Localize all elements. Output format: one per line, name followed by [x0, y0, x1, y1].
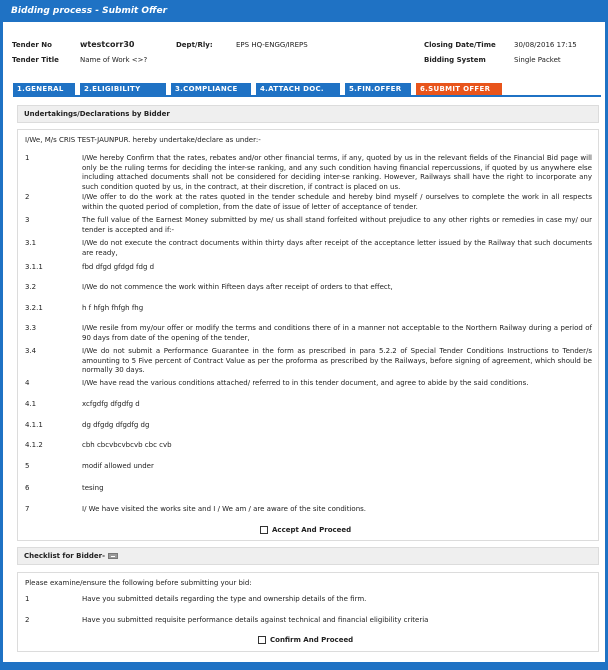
item-number: 4.1 — [25, 400, 37, 408]
bidding-system-label: Bidding System — [424, 56, 486, 64]
item-number: 1 — [25, 595, 30, 603]
dept-label: Dept/Rly: — [176, 41, 213, 49]
tab-underline — [13, 95, 601, 97]
tender-title-value: Name of Work <>? — [80, 56, 148, 64]
item-text: modif allowed under — [82, 462, 154, 470]
bidding-system-value: Single Packet — [514, 56, 561, 64]
accept-checkbox[interactable] — [260, 526, 268, 534]
checklist-header — [17, 547, 599, 565]
item-number: 7 — [25, 505, 30, 513]
item-text: xcfgdfg dfgdfg d — [82, 400, 140, 408]
bottom-bar — [3, 662, 605, 670]
item-number: 4.1.1 — [25, 421, 43, 429]
checklist-header-title: Checklist for Bidder- — [24, 552, 106, 560]
item-number: 3.2.1 — [25, 304, 43, 312]
tab-compliance[interactable]: 3.COMPLIANCE — [171, 83, 251, 95]
item-text: I/ We have visited the works site and I / We am / are aware of the site conditions. — [82, 505, 367, 513]
undertakings-header — [17, 105, 599, 123]
confirm-label[interactable]: Confirm And Proceed — [270, 636, 354, 644]
confirm-checkbox[interactable] — [258, 636, 266, 644]
undertakings-intro: I/We, M/s CRIS TEST-JAUNPUR. hereby undertake/declare as under:- — [25, 136, 261, 144]
item-number: 1 — [25, 154, 30, 162]
item-number: 4 — [25, 379, 30, 387]
tender-title-label: Tender Title — [12, 56, 59, 64]
item-number: 3.1 — [25, 239, 37, 247]
item-text: I/We have read the various conditions attached/ referred to in this tender document, and agree to abide by the said conditions. — [82, 379, 529, 387]
item-text: The full value of the Earnest Money submitted by me/ us shall stand forfeited without prejudice to any other rights or remedies in case my/ our tender is accepted and if:- — [82, 216, 592, 234]
item-text: I/We do not submit a Performance Guarantee in the form as prescribed in para 5.2.2 of Special Tender Conditions Instructions to Tender/s amounting to 5 Five percent of Contract Value as per the proforma as prescribed by the Railways, before signing of agreement, which should be normally 30 days. — [82, 347, 592, 374]
item-number: 2 — [25, 193, 30, 201]
accept-label[interactable]: Accept And Proceed — [272, 526, 352, 534]
item-text: I/We do not commence the work within Fifteen days after receipt of orders to that effect, — [82, 283, 393, 291]
item-number: 3.4 — [25, 347, 37, 355]
closing-label: Closing Date/Time — [424, 41, 496, 49]
tab-submit-offer[interactable]: 6.SUBMIT OFFER — [416, 83, 502, 95]
item-number: 6 — [25, 484, 30, 492]
item-number: 4.1.2 — [25, 441, 43, 449]
item-text: Have you submitted requisite performance details against technical and financial eligibility criteria — [82, 616, 429, 624]
item-text: Have you submitted details regarding the type and ownership details of the firm. — [82, 595, 367, 603]
collapse-icon[interactable] — [108, 553, 118, 559]
item-text: I/We offer to do the work at the rates quoted in the tender schedule and hereby bind myself / ourselves to complete the work in all respects within the quoted period of completion, from the date of issue of letter of acceptance of tender. — [82, 193, 592, 211]
tab-eligibility[interactable]: 2.ELIGIBILITY — [80, 83, 166, 95]
confirm-and-proceed[interactable] — [258, 636, 353, 644]
window-title: Bidding process - Submit Offer — [3, 0, 605, 22]
item-number: 3.2 — [25, 283, 37, 291]
checklist-panel — [17, 572, 599, 652]
dept-value: EPS HQ-ENGG/IREPS — [236, 41, 308, 49]
tender-no-value: wtestcorr30 — [80, 40, 135, 49]
item-text: I/We resile from my/our offer or modify the terms and conditions there of in a manner not acceptable to the Northern Railway during a period of 90 days from date of the opening of the tender, — [82, 324, 592, 342]
checklist-intro: Please examine/ensure the following before submitting your bid: — [25, 579, 252, 587]
accept-and-proceed[interactable] — [260, 526, 351, 534]
item-text: dg dfgdg dfgdfg dg — [82, 421, 150, 429]
item-text: I/We do not execute the contract documents within thirty days after receipt of the acceptance letter issued by the Railway that such documents are ready, — [82, 239, 592, 257]
item-text: cbh cbcvbcvbcvb cbc cvb — [82, 441, 172, 449]
item-text: I/We hereby Confirm that the rates, rebates and/or other financial terms, if any, quoted by us in the relevant fields of the Financial Bid page will only be the ruling terms for deciding the inter-se ranking, and any such condition having financial repercussions, if quoted by us anywhere else including attached documents shall not be considered for deciding inter-se ranking. However, Railways shall have the right to incorporate any such condition quoted by us, in the contract, at their discretion, if contract is placed on us. — [82, 154, 592, 191]
tab-attach-doc[interactable]: 4.ATTACH DOC. — [256, 83, 340, 95]
item-number: 3.3 — [25, 324, 37, 332]
closing-value: 30/08/2016 17:15 — [514, 41, 577, 49]
tender-no-label: Tender No — [12, 41, 52, 49]
item-text: fbd dfgd gfdgd fdg d — [82, 263, 155, 271]
undertakings-header-title: Undertakings/Declarations by Bidder — [24, 110, 170, 118]
item-number: 3 — [25, 216, 30, 224]
undertakings-panel — [17, 129, 599, 541]
tender-info — [10, 36, 600, 72]
tab-bar — [13, 83, 605, 95]
tab-fin-offer[interactable]: 5.FIN.OFFER — [345, 83, 411, 95]
item-text: h f hfgh fhfgh fhg — [82, 304, 144, 312]
item-text: tesing — [82, 484, 104, 492]
item-number: 2 — [25, 616, 30, 624]
tab-general[interactable]: 1.GENERAL — [13, 83, 75, 95]
item-number: 3.1.1 — [25, 263, 43, 271]
item-number: 5 — [25, 462, 30, 470]
